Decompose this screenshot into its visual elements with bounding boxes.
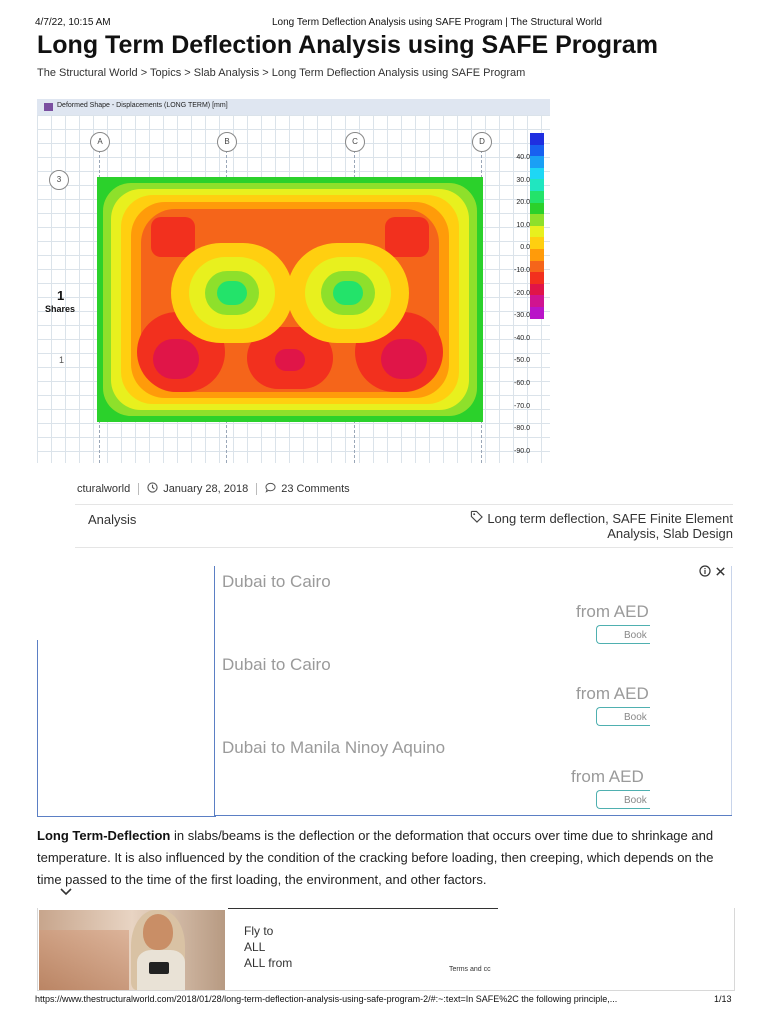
ad-edge [731,566,732,816]
legend-value: -90.0 [514,447,530,455]
meta-divider [138,483,139,495]
paragraph-text: in slabs/beams is the deflection or the deformation that occurs over time due to shrinkage and temperature. It is also influenced by the condition of the cracking before loading, then creeping, which depends on the time passed to the time of the first loading, the environment, and other factors. [37,828,714,887]
legend-swatch [530,284,544,296]
legend-value: 30.0 [516,176,530,184]
legend-swatch [530,307,544,319]
category-link[interactable]: Analysis [88,512,137,527]
meta-divider [256,483,257,495]
info-icon[interactable] [699,565,715,580]
ad-price: from AED [576,684,649,703]
breadcrumb-sep: > [184,67,191,79]
breadcrumb-topics[interactable]: Topics [150,67,182,79]
banner-photo [39,910,225,990]
breadcrumb-sep: > [140,67,148,79]
legend-value: -60.0 [514,379,530,387]
legend-value: -50.0 [514,357,530,365]
legend-value: 10.0 [516,221,530,229]
legend-value: -80.0 [514,425,530,433]
banner-line-3: ALL from [244,956,293,970]
grid-bubble-c: C [345,132,365,152]
author-link[interactable]: cturalworld [77,483,131,495]
banner-top-line [228,908,498,909]
close-icon[interactable] [715,565,726,580]
legend-swatch [530,191,544,203]
clock-icon [147,482,158,496]
page-title: Long Term Deflection Analysis using SAFE Program [37,31,658,59]
breadcrumb-slab-analysis[interactable]: Slab Analysis [193,67,260,79]
ad-bottom-border [214,815,732,816]
ad-price: from AED [576,602,649,621]
legend-swatch [530,203,544,215]
banner-line-2: ALL [244,940,266,954]
ad-destination[interactable]: Dubai to Cairo [222,655,331,674]
breadcrumb-sep: > [262,67,269,79]
post-date: January 28, 2018 [163,483,249,495]
grid-bubble-a: A [90,132,110,152]
legend-value: -40.0 [514,334,530,342]
banner-terms[interactable]: Terms and cc [449,966,491,973]
figure-titlebar [37,99,550,116]
legend-value: 0.0 [520,244,530,252]
ad-controls [699,565,726,580]
deflection-contour [97,177,483,422]
legend-swatch [530,214,544,226]
legend-swatch [530,272,544,284]
legend-value: -70.0 [514,402,530,410]
share-mini-count: 1 [59,355,65,365]
legend-swatch [530,226,544,238]
tags-line-1[interactable]: Long term deflection, SAFE Finite Element [487,511,733,526]
legend-swatch [530,249,544,261]
breadcrumb [37,67,525,79]
tags-line-2[interactable]: Analysis, Slab Design [607,526,733,541]
ad-left-panel [37,640,216,817]
print-date: 4/7/22, 10:15 AM [35,17,111,28]
divider [75,547,733,548]
breadcrumb-current: Long Term Deflection Analysis using SAFE Program [271,67,526,79]
ad-book-button[interactable]: Book [596,707,650,726]
print-page-number: 1/13 [714,994,732,1004]
figure-canvas [37,115,550,463]
tags [403,510,733,541]
camera-icon [149,962,169,974]
legend-values [508,153,530,463]
legend-value: -10.0 [514,266,530,274]
print-url: https://www.thestructuralworld.com/2018/01/28/long-term-deflection-analysis-using-safe-program-2/#:~:text=In SAFE%2C the following principle,... [35,994,618,1004]
grid-bubble-d: D [472,132,492,152]
ad-divider [214,566,215,816]
legend-swatch [530,295,544,307]
color-legend [530,133,544,463]
legend-value: -30.0 [514,312,530,320]
post-meta [77,482,350,496]
deflection-figure [37,99,550,463]
share-label: Shares [45,304,76,314]
divider [75,504,733,505]
tag-icon [470,510,483,526]
legend-swatch [530,145,544,157]
legend-swatch [530,179,544,191]
breadcrumb-home[interactable]: The Structural World [37,67,138,79]
print-doc-title: Long Term Deflection Analysis using SAFE Program | The Structural World [272,17,602,28]
legend-swatch [530,261,544,273]
collapse-chevron-icon[interactable] [56,884,76,900]
ad-price: from AED [571,767,644,786]
legend-swatch [530,168,544,180]
grid-bubble-b: B [217,132,237,152]
legend-swatch [530,156,544,168]
legend-value: 20.0 [516,199,530,207]
comment-icon [265,482,276,496]
paragraph-lead: Long Term-Deflection [37,828,171,843]
figure-caption: Deformed Shape - Displacements (LONG TERM) [mm] [57,102,228,109]
share-count: 1 [57,288,65,303]
comments-link[interactable]: 23 Comments [281,483,350,495]
ad-destination[interactable]: Dubai to Manila Ninoy Aquino [222,738,446,757]
legend-swatch [530,237,544,249]
window-icon [44,103,53,111]
legend-value: -20.0 [514,289,530,297]
ad-book-button[interactable]: Book [596,625,650,644]
article-paragraph [37,825,733,891]
grid-bubble-3: 3 [49,170,69,190]
ad-book-button[interactable]: Book [596,790,650,809]
ad-destination[interactable]: Dubai to Cairo [222,572,331,591]
legend-value: 40.0 [516,154,530,161]
banner-line-1: Fly to [244,924,274,938]
legend-swatch [530,133,544,145]
